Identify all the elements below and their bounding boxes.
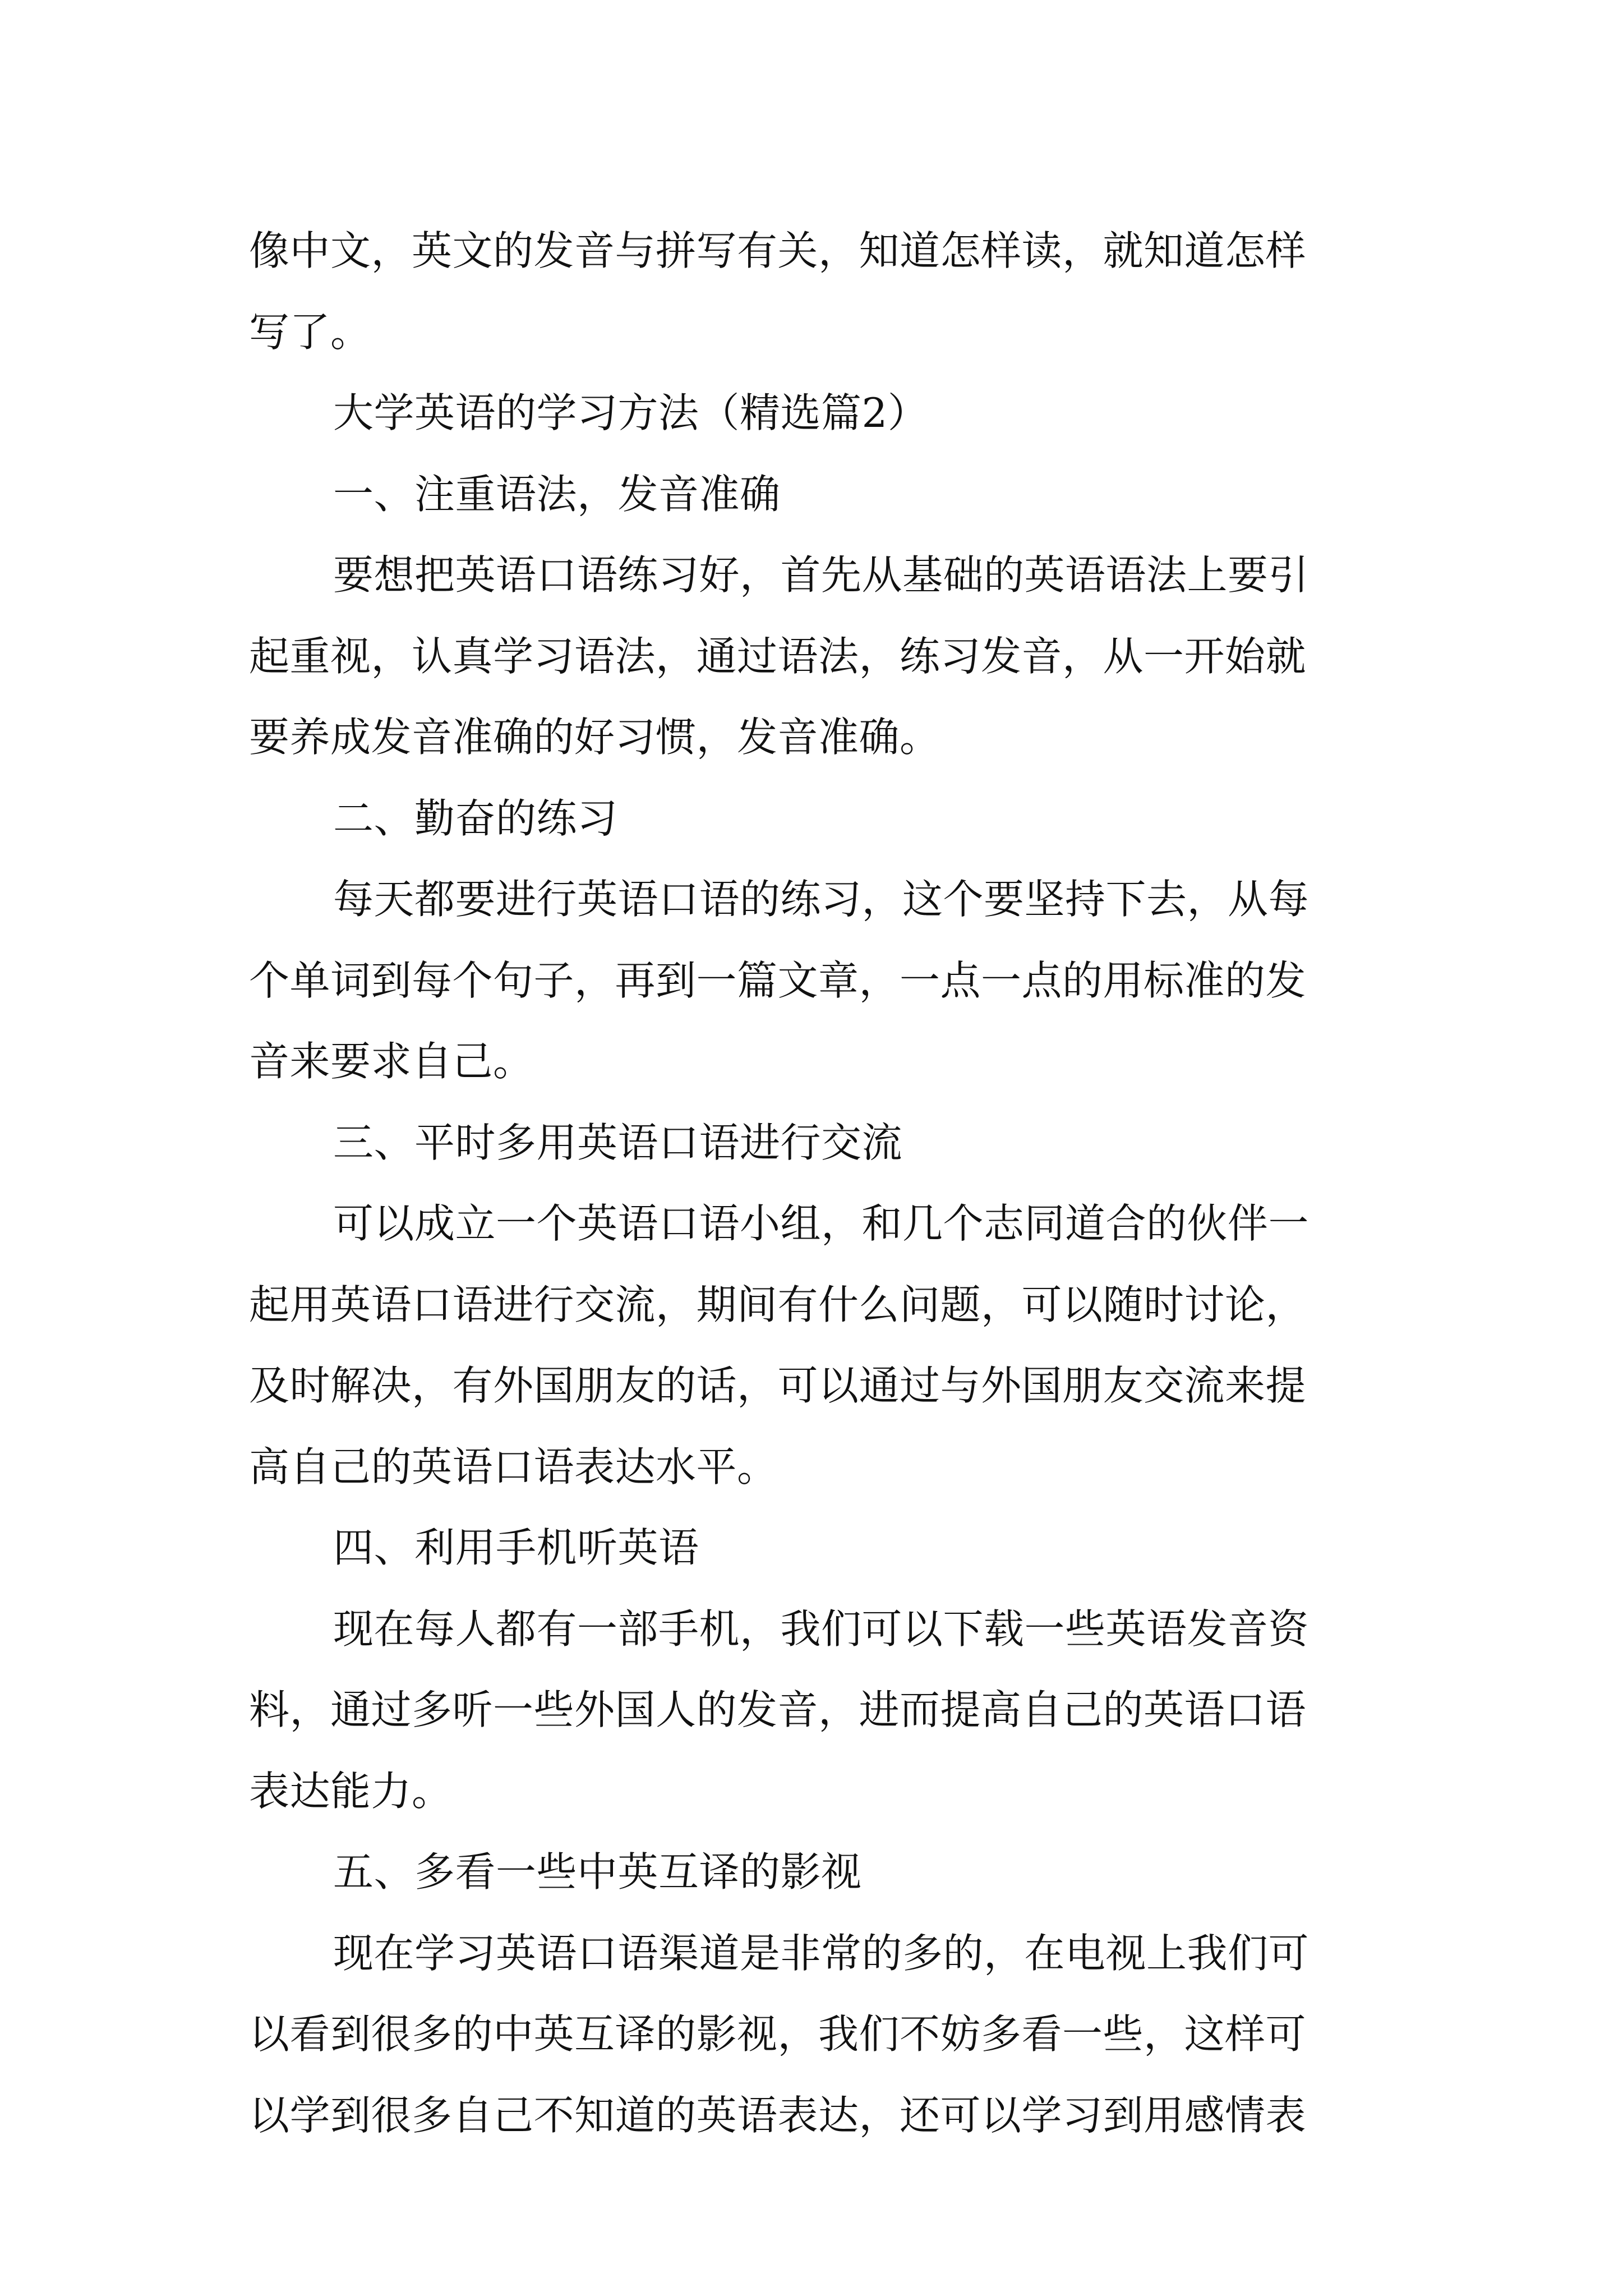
paragraph-start-line: 四、利用手机听英语 [333, 1524, 699, 1571]
paragraph-start-line: 五、多看一些中英互译的影视 [333, 1848, 862, 1895]
paragraph-start-line: 要想把英语口语练习好，首先从基础的英语语法上要引 [333, 551, 1310, 599]
text-line: 高自己的英语口语表达水平。 [249, 1443, 778, 1490]
text-line: 要养成发音准确的好习惯，发音准确。 [249, 714, 940, 761]
text-line: 个单词到每个句子，再到一篇文章，一点一点的用标准的发 [249, 956, 1307, 1004]
text-line: 起用英语口语进行交流，期间有什么问题，可以随时讨论， [249, 1281, 1307, 1328]
paragraph-start-line: 大学英语的学习方法（精选篇2） [333, 389, 929, 436]
text-line: 起重视，认真学习语法，通过语法，练习发音，从一开始就 [249, 632, 1307, 680]
text-line: 像中文，英文的发音与拼写有关，知道怎样读，就知道怎样 [249, 227, 1307, 274]
paragraph-start-line: 二、勤奋的练习 [333, 794, 618, 842]
text-line: 写了。 [249, 308, 371, 356]
paragraph-start-line: 每天都要进行英语口语的练习，这个要坚持下去，从每 [333, 876, 1310, 923]
paragraph-start-line: 可以成立一个英语口语小组，和几个志同道合的伙伴一 [333, 1200, 1310, 1247]
text-line: 料，通过多听一些外国人的发音，进而提高自己的英语口语 [249, 1686, 1307, 1733]
paragraph-start-line: 一、注重语法，发音准确 [333, 470, 781, 518]
document-body [249, 210, 1382, 2156]
text-line: 以学到很多自己不知道的英语表达，还可以学习到用感情表 [249, 2091, 1307, 2139]
text-line: 表达能力。 [249, 1767, 453, 1815]
paragraph-start-line: 现在学习英语口语渠道是非常的多的，在电视上我们可 [333, 1929, 1310, 1977]
text-line: 以看到很多的中英互译的影视，我们不妨多看一些，这样可 [249, 2010, 1307, 2058]
paragraph-start-line: 现在每人都有一部手机，我们可以下载一些英语发音资 [333, 1605, 1310, 1653]
text-line: 及时解决，有外国朋友的话，可以通过与外国朋友交流来提 [249, 1362, 1307, 1409]
text-line: 音来要求自己。 [249, 1038, 534, 1085]
paragraph-start-line: 三、平时多用英语口语进行交流 [333, 1119, 903, 1166]
